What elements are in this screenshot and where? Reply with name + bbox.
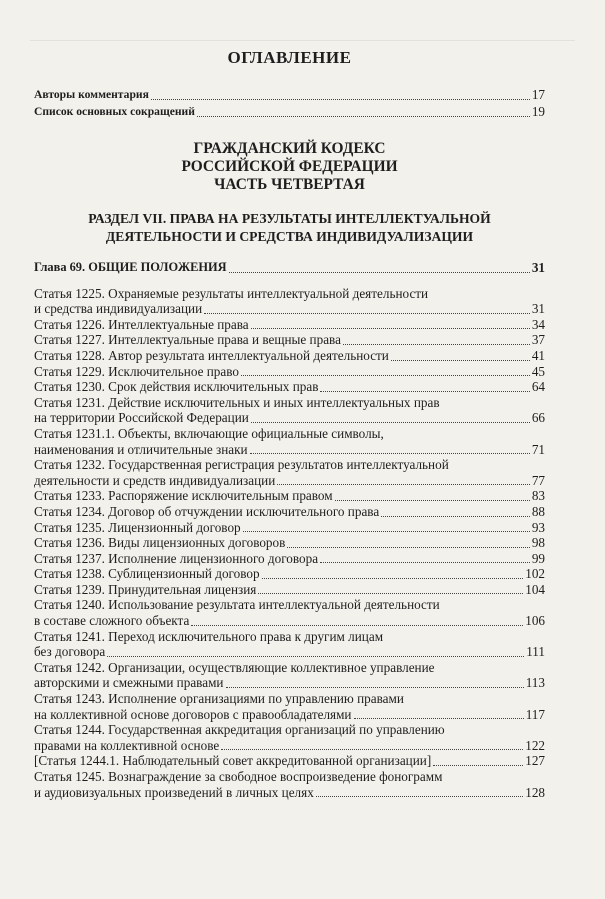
entry-page: 106 [525,613,545,629]
entry-label-line: на территории Российской Федерации [34,410,249,426]
entry-page: 34 [531,316,545,332]
article-entry[interactable] [34,520,545,536]
entry-last-line [34,707,545,723]
entry-label-line: и средства индивидуализации [34,301,203,317]
entry-page: 88 [531,503,545,519]
leader-dots [262,578,524,579]
toc-title: ОГЛАВЛЕНИЕ [227,48,352,67]
article-entry[interactable] [34,660,545,691]
entry-label-line: Статья 1230. Срок действия исключительных прав [34,379,319,395]
code-title-line-2: РОССИЙСКОЙ ФЕДЕРАЦИИ [181,158,398,175]
leader-dots [335,500,530,501]
entry-page: 41 [531,347,545,363]
entry-page: 37 [531,332,545,348]
entry-label: Авторы комментария [34,88,149,101]
article-entry[interactable] [34,535,545,551]
entry-last-line [34,582,545,598]
entry-label-line: Статья 1237. Исполнение лицензионного договора [34,550,319,566]
entry-last-line [34,738,545,754]
leader-dots [277,484,530,485]
entry-label-line: Статья 1233. Распоряжение исключительным правом [34,488,333,504]
entry-last-line [34,551,545,567]
code-title-line-3: ЧАСТЬ ЧЕТВЕРТАЯ [214,176,365,193]
entry-label-line: Статья 1245. Вознаграждение за свободное воспроизведение фонограмм [34,769,443,784]
article-entry[interactable] [34,504,545,520]
leader-dots [251,328,530,329]
entry-label-line: Статья 1242. Организации, осуществляющие коллективное управление [34,659,435,675]
article-entry[interactable] [34,488,545,504]
leader-dots [204,313,530,314]
leader-dots [287,547,529,548]
entry-last-line [34,753,545,769]
leader-dots [229,272,530,273]
entry-last-line [34,410,545,426]
entry-page: 64 [531,379,545,395]
article-entry[interactable] [34,597,545,628]
leader-dots [391,360,530,361]
entry-last-line [34,332,545,348]
leader-dots [381,516,530,517]
leader-dots [243,531,530,532]
leader-dots [197,116,530,117]
article-entry[interactable] [34,722,545,753]
entry-page: 71 [531,441,545,457]
entry-last-line [34,364,545,380]
entry-last-line [34,785,545,801]
entry-page: 45 [531,363,545,379]
entry-label-line: наименования и отличительные знаки [34,441,248,457]
leader-dots [226,687,524,688]
entry-label-line: Статья 1227. Интеллектуальные права и вещные права [34,332,341,348]
leader-dots [250,453,530,454]
leader-dots [221,749,523,750]
leader-dots [251,422,530,423]
entry-label-line: Статья 1236. Виды лицензионных договоров [34,535,286,551]
entry-page: 99 [531,550,545,566]
article-entry[interactable] [34,286,545,317]
entry-last-line [34,348,545,364]
leader-dots [191,625,523,626]
entry-label-line: Статья 1231. Действие исключительных и иных интеллектуальных прав [34,394,440,410]
entry-label-line: и аудиовизуальных произведений в личных целях [34,784,314,800]
leader-dots [258,593,523,594]
entry-page: 98 [531,535,545,551]
article-entry[interactable] [34,332,545,348]
chapter-page: 31 [531,260,545,275]
entry-label-line: в составе сложного объекта [34,613,190,629]
entry-label-line: Статья 1232. Государственная регистрация результатов интеллектуальной [34,457,449,473]
front-matter-entry[interactable] [34,103,545,120]
page-header-bleed [30,0,575,41]
entry-label-line: Статья 1235. Лицензионный договор [34,519,241,535]
article-entry[interactable] [34,426,545,457]
entry-last-line [34,504,545,520]
article-entry[interactable] [34,348,545,364]
leader-dots [433,765,523,766]
entry-page: 83 [531,488,545,504]
article-entry[interactable] [34,582,545,598]
entry-last-line [34,473,545,489]
leader-dots [151,99,530,100]
entry-label-line: Статья 1226. Интеллектуальные права [34,316,249,332]
article-entry[interactable] [34,629,545,660]
entry-last-line [34,644,545,660]
entry-page: 128 [525,784,545,800]
entry-label-line: Статья 1244. Государственная аккредитация организаций по управлению [34,722,445,738]
entry-label-line: [Статья 1244.1. Наблюдательный совет аккредитованной организации] [34,753,432,769]
code-title-line-1: ГРАЖДАНСКИЙ КОДЕКС [193,140,386,157]
entry-page: 111 [526,644,545,660]
front-matter-list [34,86,545,120]
leader-dots [241,375,530,376]
entry-last-line [34,488,545,504]
chapter-label: Глава 69. ОБЩИЕ ПОЛОЖЕНИЯ [34,260,227,274]
entry-label-line: авторскими и смежными правами [34,675,224,691]
entry-label-line: Статья 1225. Охраняемые результаты интеллектуальной деятельности [34,285,429,301]
entry-label-line: деятельности и средств индивидуализации [34,472,276,488]
entry-last-line [34,613,545,629]
article-list [34,286,545,801]
leader-dots [107,656,524,657]
entry-label-line: на коллективной основе договоров с правообладателями [34,706,352,722]
section-title-line-1: РАЗДЕЛ VII. ПРАВА НА РЕЗУЛЬТАТЫ ИНТЕЛЛЕКТУАЛЬНОЙ [88,211,491,226]
article-entry[interactable] [34,317,545,333]
entry-page: 31 [531,301,545,317]
article-entry[interactable] [34,457,545,488]
entry-last-line [34,535,545,551]
article-entry[interactable] [34,395,545,426]
entry-page: 77 [531,472,545,488]
entry-page: 104 [525,581,545,597]
entry-page: 17 [531,87,545,102]
entry-page: 19 [531,104,545,119]
entry-label: Список основных сокращений [34,105,195,118]
article-entry[interactable] [34,769,545,800]
entry-page: 66 [531,410,545,426]
article-entry[interactable] [34,753,545,769]
entry-label-line: без договора [34,644,106,660]
entry-last-line [34,301,545,317]
leader-dots [320,562,530,563]
entry-label-line: Статья 1231.1. Объекты, включающие официальные символы, [34,425,384,441]
entry-page: 93 [531,519,545,535]
entry-page: 127 [525,753,545,769]
entry-last-line [34,379,545,395]
toc-page [34,48,545,800]
leader-dots [343,344,530,345]
entry-last-line [34,317,545,333]
entry-last-line [34,442,545,458]
entry-label-line: Статья 1241. Переход исключительного права к другим лицам [34,628,384,644]
entry-last-line [34,520,545,536]
chapter-entry[interactable] [34,260,545,276]
front-matter-entry[interactable] [34,86,545,103]
article-entry[interactable] [34,551,545,567]
article-entry[interactable] [34,379,545,395]
article-entry[interactable] [34,691,545,722]
entry-last-line [34,675,545,691]
leader-dots [320,391,529,392]
entry-label-line: правами на коллективной основе [34,737,220,753]
article-entry[interactable] [34,364,545,380]
section-title [34,210,545,246]
entry-label-line: Статья 1238. Сублицензионный договор [34,566,260,582]
section-title-line-2: ДЕЯТЕЛЬНОСТИ И СРЕДСТВА ИНДИВИДУАЛИЗАЦИИ [105,229,474,244]
leader-dots [354,718,524,719]
entry-label-line: Статья 1228. Автор результата интеллектуальной деятельности [34,347,389,363]
entry-label-line: Статья 1243. Исполнение организациями по управлению правами [34,691,404,707]
entry-page: 122 [525,737,545,753]
entry-last-line [34,566,545,582]
entry-label-line: Статья 1239. Принудительная лицензия [34,581,257,597]
entry-page: 113 [525,675,545,691]
entry-label-line: Статья 1234. Договор об отчуждении исключительного права [34,503,380,519]
article-entry[interactable] [34,566,545,582]
code-title [34,140,545,194]
entry-page: 102 [525,566,545,582]
leader-dots [316,796,523,797]
entry-page: 117 [525,706,545,722]
entry-label-line: Статья 1229. Исключительное право [34,363,239,379]
entry-label-line: Статья 1240. Использование результата интеллектуальной деятельности [34,597,440,613]
